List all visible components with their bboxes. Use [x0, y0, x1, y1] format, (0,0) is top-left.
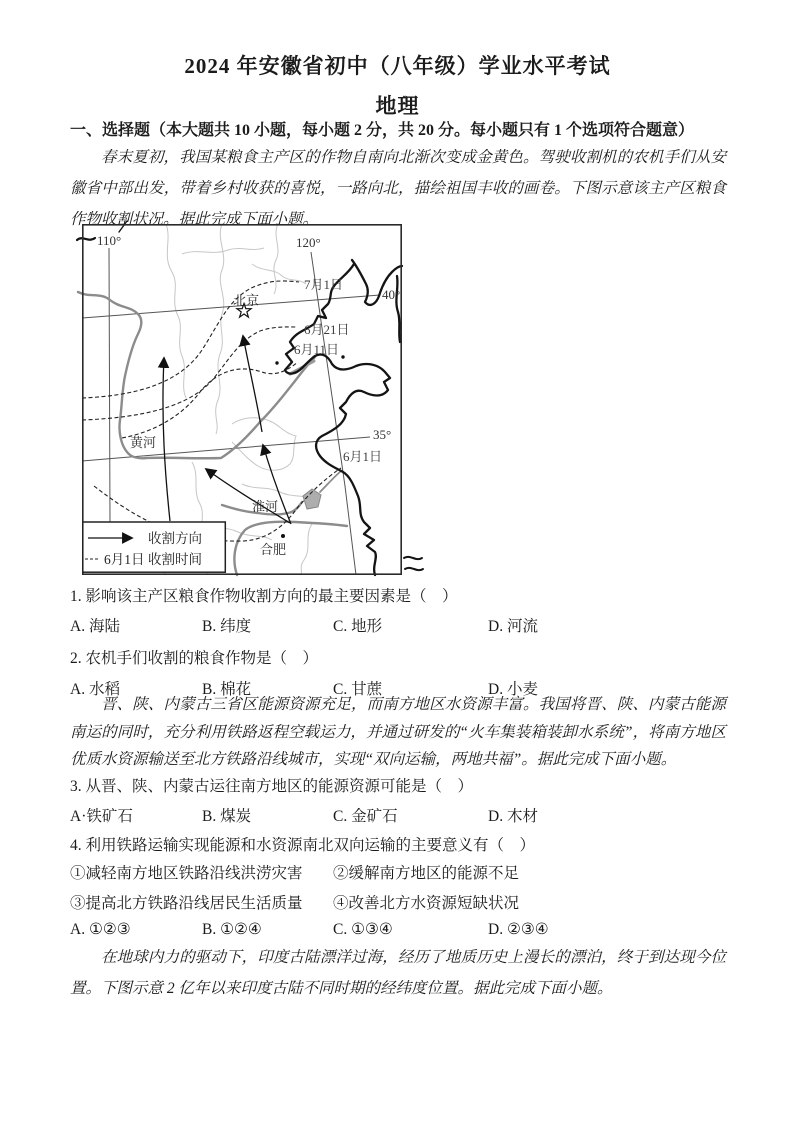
meridian-110-line — [109, 248, 110, 522]
q3-option-b: B. 煤炭 — [202, 808, 252, 825]
harvest-arrow-diagonal — [206, 469, 290, 523]
legend-time-label: 收割时间 — [148, 552, 202, 567]
q2-option-a: A. 水稻 — [70, 681, 120, 698]
q3-option-c: C. 金矿石 — [333, 808, 398, 825]
question-4-stem: 4. 利用铁路运输实现能源和水资源南北双向运输的主要意义有（ ） — [70, 837, 536, 854]
q3-option-a: A·铁矿石 — [70, 808, 133, 825]
question-1-options — [70, 614, 728, 636]
hefei-dot — [281, 534, 285, 538]
isochrone-jun21 — [82, 327, 297, 420]
harvest-arrow-west — [163, 358, 170, 521]
date-jun21-label: 6月21日 — [304, 322, 350, 337]
q1-option-d: D. 河流 — [488, 618, 538, 635]
isochrone-jul1 — [82, 281, 299, 398]
q4-option-c: C. ①③④ — [333, 921, 393, 938]
yellow-river-label: 黄河 — [130, 435, 157, 450]
coastline-main — [285, 264, 390, 575]
q4-item-4: ④改善北方水资源短缺状况 — [333, 895, 520, 912]
q2-option-c: C. 甘蔗 — [333, 681, 383, 698]
harvest-map-svg — [82, 224, 402, 575]
question-3-options — [70, 804, 728, 826]
question-4-options — [70, 920, 728, 942]
q4-option-b: B. ①②④ — [202, 921, 262, 938]
coast-city-dot-1 — [275, 361, 278, 364]
question-2-stem: 2. 农机手们收割的粮食作物是（ ） — [70, 650, 319, 667]
q4-item-2: ②缓解南方地区的能源不足 — [333, 865, 520, 882]
q4-item-1: ①减轻南方地区铁路沿线洪涝灾害 — [70, 865, 303, 882]
beijing-label: 北京 — [233, 293, 260, 308]
lat-35-label: 35° — [373, 427, 392, 442]
legend-date-label: 6月1日 — [104, 552, 145, 567]
estuary-outside-2 — [405, 568, 423, 570]
subject-title: 地理 — [375, 94, 420, 118]
section-heading: 一、选择题（本大题共 10 小题，每小题 2 分，共 20 分。每小题只有 1 个选项符合题意） — [70, 122, 695, 139]
q1-option-b: B. 纬度 — [202, 618, 252, 635]
q4-option-a: A. ①②③ — [70, 921, 131, 938]
harvest-direction-arrows — [163, 336, 291, 524]
lat-40-label: 40° — [382, 287, 401, 302]
border-crossing-squiggle — [77, 238, 95, 240]
coastline-east — [396, 276, 400, 342]
q2-option-b: B. 棉花 — [202, 681, 252, 698]
yellow-river-path — [78, 292, 315, 458]
q3-option-d: D. 木材 — [488, 808, 538, 825]
coast-city-dot-2 — [341, 355, 344, 358]
question-1-stem: 1. 影响该主产区粮食作物收割方向的最主要因素是（ ） — [70, 588, 458, 605]
question-3-stem: 3. 从晋、陕、内蒙古运往南方地区的能源资源可能是（ ） — [70, 778, 474, 795]
hefei-label: 合肥 — [260, 542, 287, 557]
date-jun11-label: 6月11日 — [294, 342, 340, 357]
question-4-subitems-34 — [70, 891, 728, 913]
q1-option-a: A. 海陆 — [70, 618, 120, 635]
q4-option-d: D. ②③④ — [488, 921, 549, 938]
isochrone-jun11 — [122, 362, 298, 438]
page-title: 2024 年安徽省初中（八年级）学业水平考试 — [184, 54, 611, 78]
q2-option-d: D. 小麦 — [488, 681, 538, 698]
passage-harvest: 春末夏初，我国某粮食主产区的作物自南向北渐次变成金黄色。驾驶收割机的农机手们从安徽省中部出发，带着乡村收获的喜悦，一路向北，描绘祖国丰收的画卷。下图示意该主产区粮食作物收割状况。据此完成下面小题。 — [70, 149, 726, 228]
harvest-map-figure — [82, 224, 402, 575]
map-legend — [83, 522, 226, 572]
q1-option-c: C. 地形 — [333, 618, 383, 635]
date-jun1-label: 6月1日 — [343, 449, 383, 464]
huai-river-label: 淮河 — [252, 499, 279, 514]
estuary-outside-1 — [404, 557, 422, 559]
huai-outlet-path — [320, 471, 341, 492]
q4-item-3: ③提高北方铁路沿线居民生活质量 — [70, 895, 303, 912]
yangtze-river-path — [234, 522, 347, 575]
passage-energy-water: 晋、陕、内蒙古三省区能源资源充足，而南方地区水资源丰富。我国将晋、陕、内蒙古能源南运的同时，充分利用铁路返程空载运力，并通过研发的“火车集装箱装卸水系统”，将南方地区优质水资源输送至北方铁路沿线城市，实现“双向运输，两地共福”。据此完成下面小题。 — [70, 696, 726, 768]
meridian-120-line — [311, 252, 356, 575]
question-4-subitems-12 — [70, 861, 728, 883]
legend-direction-label: 收割方向 — [148, 531, 202, 546]
lon-110-label: 110° — [97, 233, 122, 248]
passage-india-plate: 在地球内力的驱动下，印度古陆漂洋过海，经历了地质历史上漫长的漂泊，终于到达现今位置。下图示意 2 亿年以来印度古陆不同时期的经纬度位置。据此完成下面小题。 — [70, 949, 726, 997]
lon-120-label: 120° — [296, 235, 321, 250]
date-jul1-label: 7月1日 — [304, 277, 344, 292]
